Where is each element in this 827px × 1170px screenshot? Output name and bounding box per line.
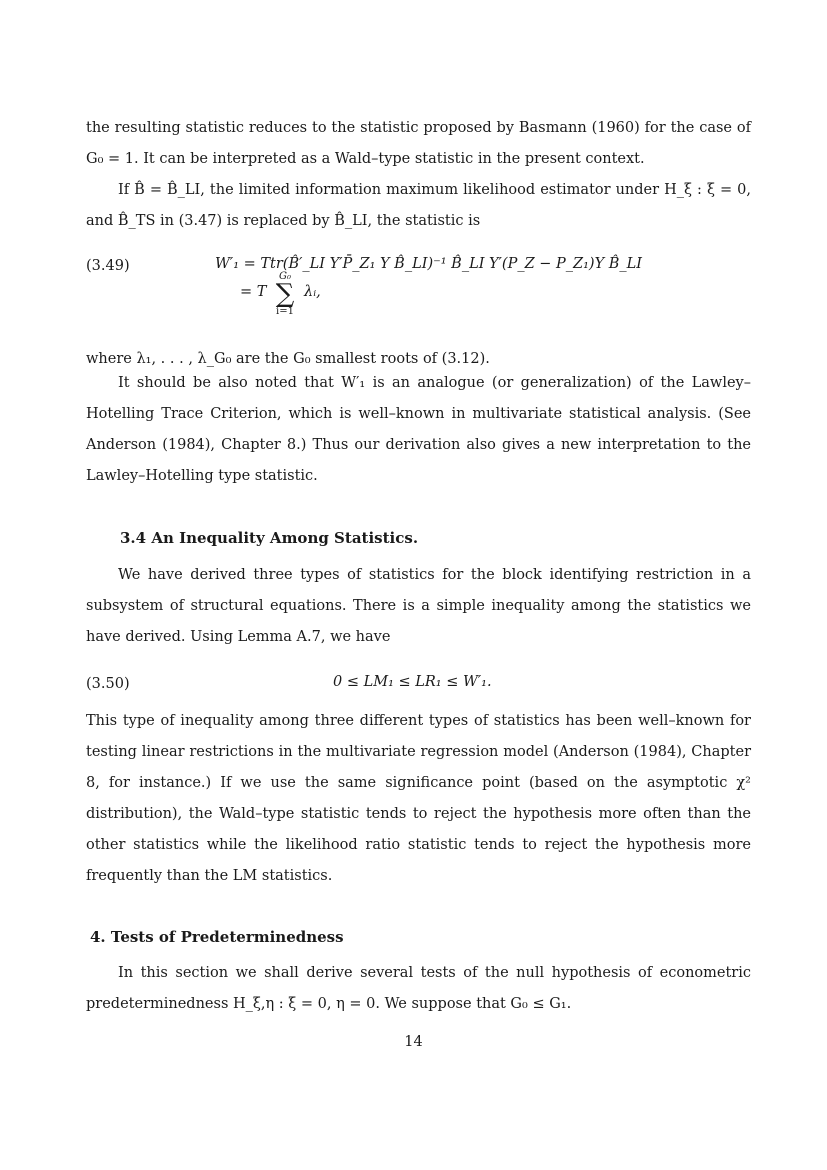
paragraph-7: In this section we shall derive several tests of the null hypothesis of econometric predeterminedness H_ξ,η : ξ = 0, η = 0. We suppose that G₀ ≤ G₁. <box>86 965 751 1012</box>
paragraph-2: If B̂ = B̂_LI, the limited information maximum likelihood estimator under H_ξ : ξ = 0, and B̂_TS in (3.47) is replaced by B̂_LI, the statistic is <box>86 182 751 229</box>
sum-upper-limit: G₀ <box>279 271 291 282</box>
summation-sign <box>272 272 298 317</box>
sigma-symbol: ∑ <box>275 279 295 309</box>
equation-3-49-line1: W′₁ = Ttr(B̂′_LI Y′P̄_Z₁ Y B̂_LI)⁻¹ B̂_LI Y′(P_Z − P_Z₁)Y B̂_LI <box>215 256 643 272</box>
section-heading-4: 4. Tests of Predeterminedness <box>90 928 344 946</box>
page-number: 14 <box>404 1034 423 1050</box>
section-heading-3-4: 3.4 An Inequality Among Statistics. <box>120 529 419 547</box>
paragraph-6: This type of inequality among three different types of statistics has been well–known for testing linear restrictions in the multivariate regression model (Anderson (1984), Chapter 8, for instance.) If we use the same significance point (based on the asymptotic χ² distribution), the Wald–type statistic tends to reject the hypothesis more often than the other statistics while the likelihood ratio statistic tends to reject the hypothesis more frequently than the LM statistics. <box>86 713 751 884</box>
equation-3-49-rhs: λᵢ, <box>304 284 321 300</box>
paragraph-1: the resulting statistic reduces to the statistic proposed by Basmann (1960) for the case of G₀ = 1. It can be interpreted as a Wald–type statistic in the present context. <box>86 120 751 167</box>
paragraph-3: where λ₁, . . . , λ_G₀ are the G₀ smallest roots of (3.12). <box>86 351 490 367</box>
equation-3-49-line2 <box>240 271 321 317</box>
paragraph-5: We have derived three types of statistics for the block identifying restriction in a subsystem of structural equations. There is a simple inequality among the statistics we have derived. Using Lemma A.7, we have <box>86 567 751 645</box>
paragraph-4: It should be also noted that W′₁ is an analogue (or generalization) of the Lawley–Hotelling Trace Criterion, which is well–known in multivariate statistical analysis. (See Anderson (1984), Chapter 8.) Thus our derivation also gives a new interpretation to the Lawley–Hotelling type statistic. <box>86 375 751 484</box>
equation-3-50-label: (3.50) <box>86 676 130 692</box>
sum-lower-limit: i=1 <box>276 306 294 317</box>
equation-3-49-label: (3.49) <box>86 258 130 274</box>
equation-3-49-lhs: = T <box>240 284 267 300</box>
equation-3-50-body: 0 ≤ LM₁ ≤ LR₁ ≤ W′₁. <box>333 674 492 690</box>
